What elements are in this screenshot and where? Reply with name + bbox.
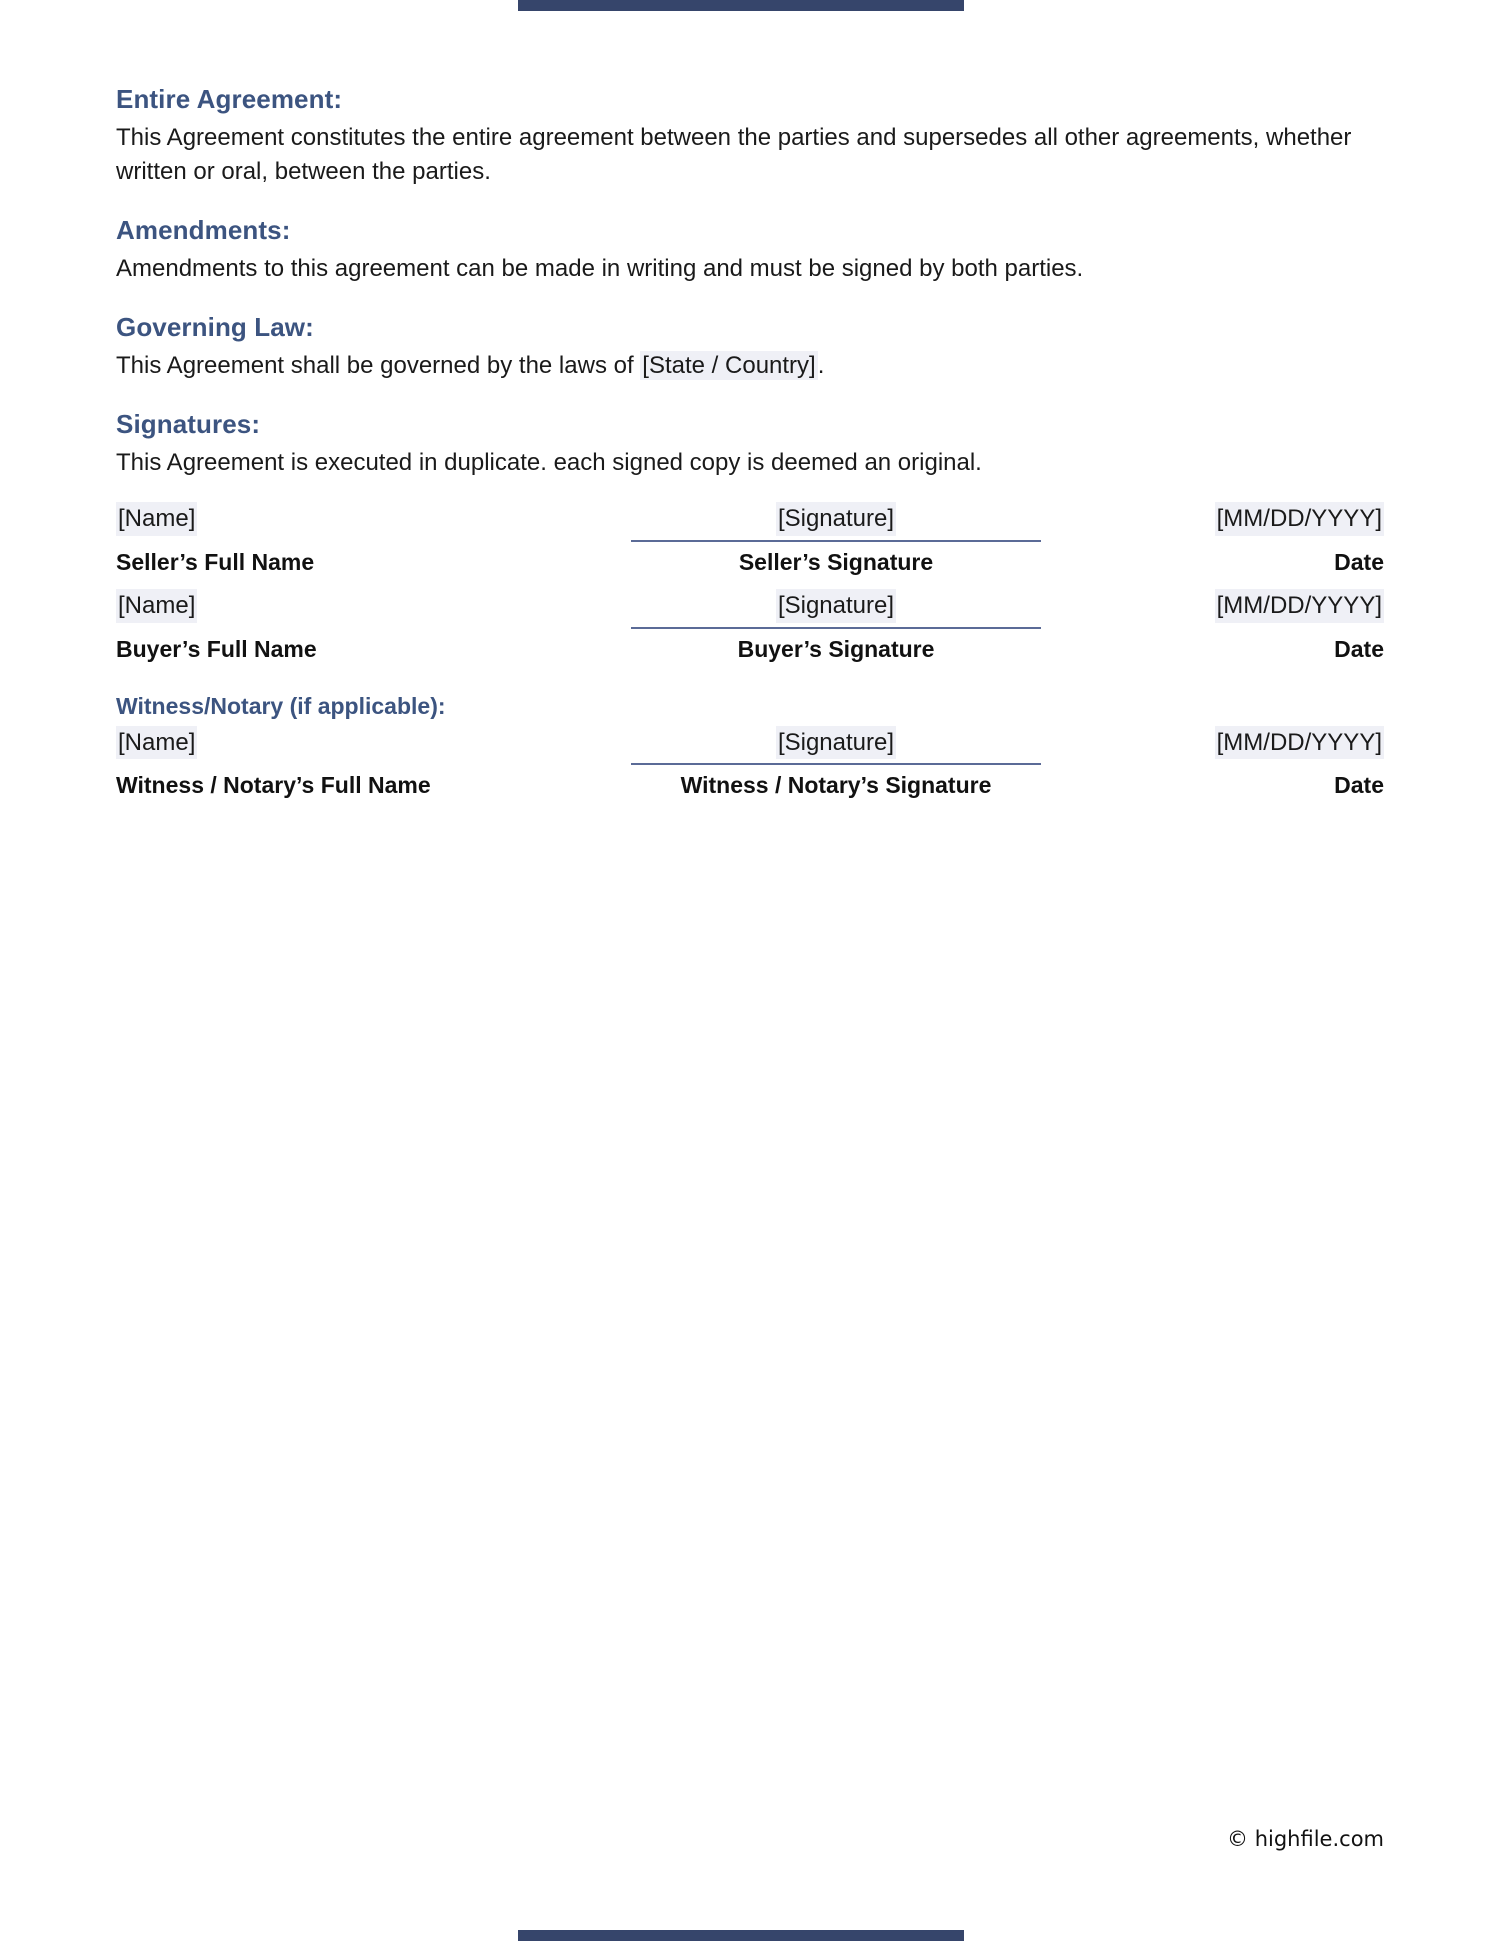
buyer-date-field-wrap: [1086, 589, 1384, 622]
witness-signature-rule-wrap: [586, 759, 1086, 765]
seller-name-field-wrap: [116, 502, 586, 535]
seller-signature-caption: Seller’s Signature: [738, 548, 934, 575]
section-body-governing-law: [116, 349, 1384, 383]
section-governing-law: [116, 312, 1384, 383]
seller-name-cell: [116, 502, 586, 535]
signature-rule-row: [116, 759, 1384, 765]
witness-name-cell: [116, 726, 586, 759]
footer-watermark: © highfile.com: [1227, 1827, 1384, 1851]
witness-date-caption: Date: [1334, 771, 1384, 798]
buyer-signature-field-wrap: [586, 589, 1086, 622]
document-content: [116, 84, 1384, 827]
seller-date-cell: [1086, 502, 1384, 535]
buyer-signature-cell: [586, 589, 1086, 622]
witness-date-field-wrap: [1086, 726, 1384, 759]
section-heading-entire-agreement: Entire Agreement:: [116, 84, 343, 114]
buyer-signature-line: [631, 627, 1041, 629]
signature-captions-row: [116, 771, 1384, 801]
governing-law-text-prefix: This Agreement shall be governed by the laws of: [116, 352, 641, 380]
section-body-signatures: This Agreement is executed in duplicate. each signed copy is deemed an original.: [116, 449, 982, 477]
buyer-signature-rule-wrap: [586, 623, 1086, 629]
signature-captions-row: [116, 635, 1384, 665]
signature-values-row: [116, 589, 1384, 622]
section-heading-amendments: Amendments:: [116, 215, 291, 246]
buyer-name-caption: Buyer’s Full Name: [116, 635, 317, 662]
signature-rule-row: [116, 536, 1384, 542]
buyer-signature-caption-cell: [586, 635, 1086, 665]
signature-rule-row: [116, 623, 1384, 629]
buyer-date-caption: Date: [1334, 635, 1384, 662]
section-heading-governing-law: Governing Law:: [116, 312, 314, 343]
witness-name-field-wrap: [116, 726, 586, 759]
signature-values-row: [116, 726, 1384, 759]
signature-values-row: [116, 502, 1384, 535]
seller-name-caption: Seller’s Full Name: [116, 548, 315, 575]
bottom-accent-bar: [518, 1930, 964, 1941]
seller-signature-field-wrap: [586, 502, 1086, 535]
seller-signature-field[interactable]: [Signature]: [776, 502, 896, 535]
buyer-date-field[interactable]: [MM/DD/YYYY]: [1215, 589, 1384, 622]
witness-date-field[interactable]: [MM/DD/YYYY]: [1215, 726, 1384, 759]
section-body-entire-agreement: This Agreement constitutes the entire agreement between the parties and supersedes all other agreements, whether written or oral, between the parties.: [116, 124, 1352, 186]
witness-signature-line: [631, 763, 1041, 765]
witness-name-field[interactable]: [Name]: [116, 726, 197, 759]
seller-date-field[interactable]: [MM/DD/YYYY]: [1215, 502, 1384, 535]
section-body-amendments: Amendments to this agreement can be made in writing and must be signed by both parties.: [116, 255, 1084, 283]
governing-law-text-suffix: .: [817, 352, 825, 380]
witness-signature-caption: Witness / Notary’s Signature: [680, 771, 992, 798]
seller-signature-cell: [586, 502, 1086, 535]
buyer-name-field[interactable]: [Name]: [116, 589, 197, 622]
buyer-date-cell: [1086, 589, 1384, 622]
seller-name-field[interactable]: [Name]: [116, 502, 197, 535]
witness-name-caption-cell: [116, 771, 586, 801]
seller-signature-rule-wrap: [586, 536, 1086, 542]
section-amendments: [116, 215, 1384, 286]
signature-block-buyer: [116, 589, 1384, 664]
seller-date-field-wrap: [1086, 502, 1384, 535]
buyer-name-cell: [116, 589, 586, 622]
seller-name-caption-cell: [116, 548, 586, 578]
witness-signature-field[interactable]: [Signature]: [776, 726, 896, 759]
buyer-date-caption-cell: [1086, 635, 1384, 665]
subheading-witness-notary: Witness/Notary (if applicable):: [116, 692, 446, 719]
buyer-name-field-wrap: [116, 589, 586, 622]
section-signatures: [116, 409, 1384, 800]
seller-signature-caption-cell: [586, 548, 1086, 578]
witness-signature-caption-cell: [586, 771, 1086, 801]
witness-signature-field-wrap: [586, 726, 1086, 759]
seller-date-caption-cell: [1086, 548, 1384, 578]
signature-block-seller: [116, 502, 1384, 577]
signature-block-witness: [116, 693, 1384, 801]
signature-blocks: [116, 502, 1384, 800]
buyer-name-caption-cell: [116, 635, 586, 665]
witness-date-caption-cell: [1086, 771, 1384, 801]
top-accent-bar: [518, 0, 964, 11]
witness-signature-cell: [586, 726, 1086, 759]
buyer-signature-field[interactable]: [Signature]: [776, 589, 896, 622]
section-heading-signatures: Signatures:: [116, 409, 261, 440]
seller-date-caption: Date: [1334, 548, 1384, 575]
buyer-signature-caption: Buyer’s Signature: [737, 635, 935, 662]
witness-date-cell: [1086, 726, 1384, 759]
section-entire-agreement: [116, 84, 1384, 189]
signature-captions-row: [116, 548, 1384, 578]
governing-law-jurisdiction-field[interactable]: [State / Country]: [642, 352, 816, 380]
witness-name-caption: Witness / Notary’s Full Name: [116, 771, 431, 798]
seller-signature-line: [631, 540, 1041, 542]
